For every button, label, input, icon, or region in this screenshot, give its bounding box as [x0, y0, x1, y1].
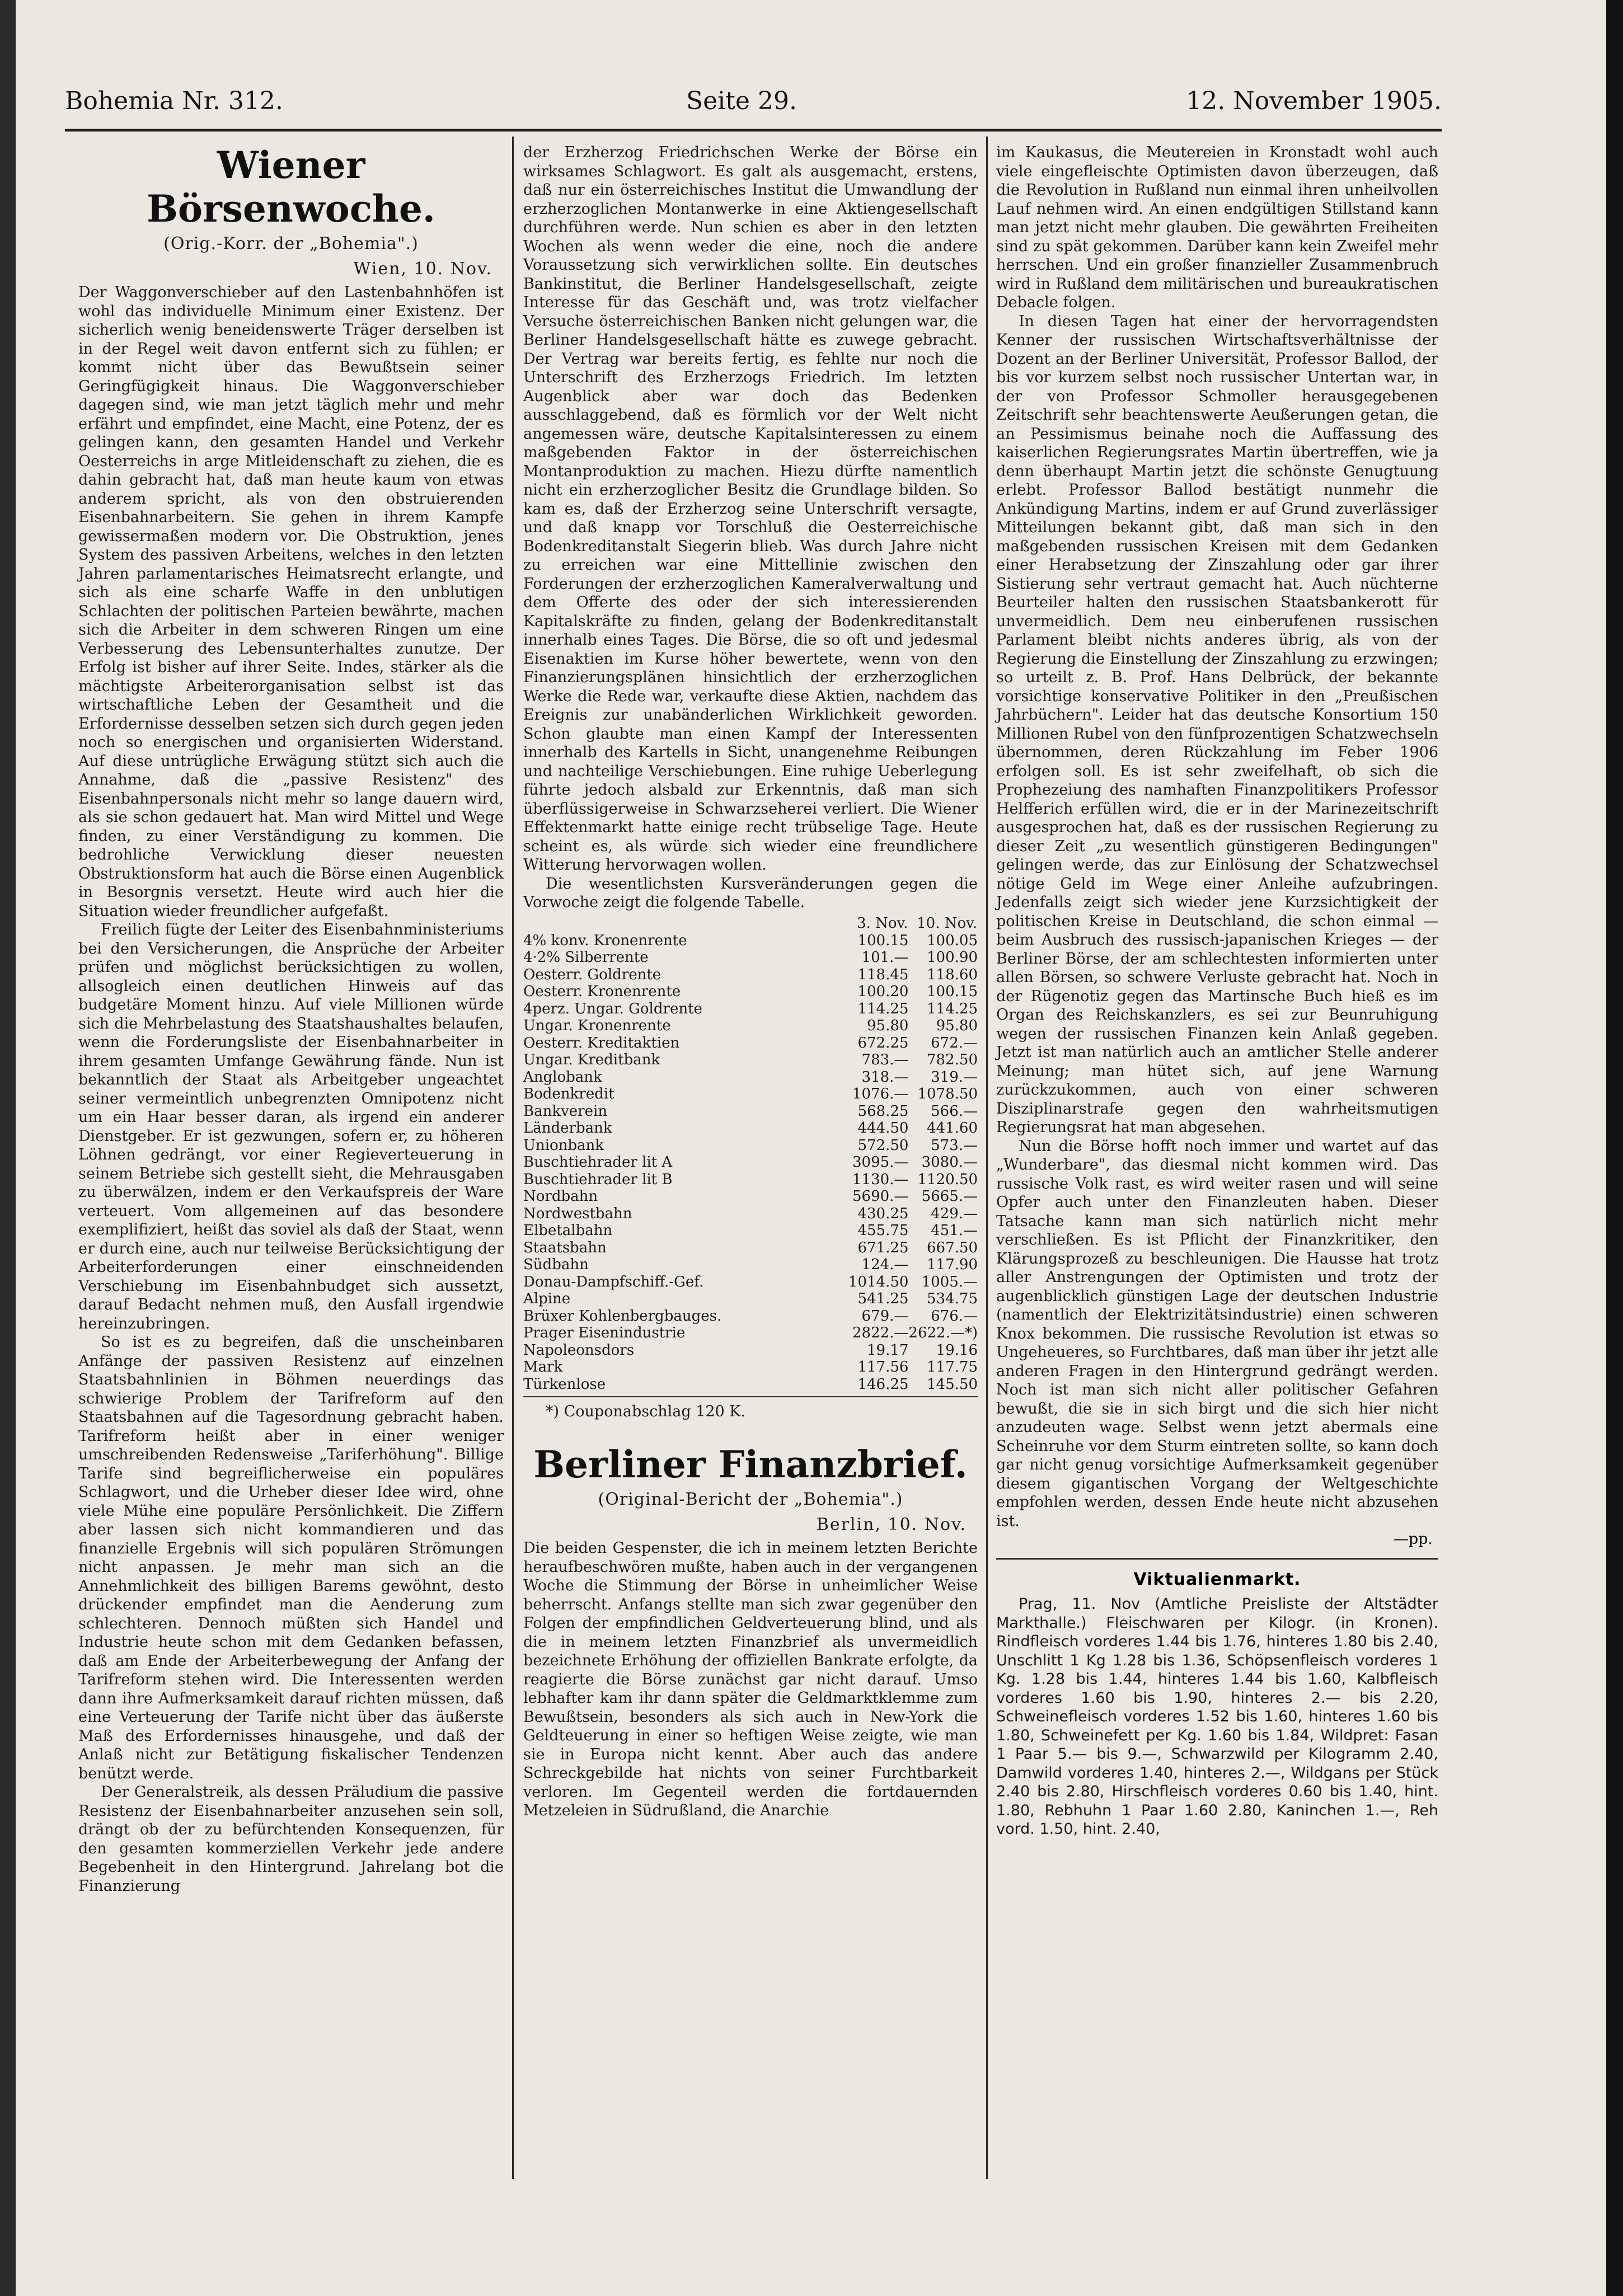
kurs-row [523, 1308, 978, 1325]
paragraph: Der Waggonverschieber auf den Lastenbahnhöfen ist wohl das individuelle Minimum einer Existenz. Der sicherlich wenig beneidenswerte Träger derselben ist in der Regel weit davon entfernt sich zu fühlen; er kommt nicht über das Bewußtsein seiner Geringfügigkeit hinaus. Die Waggonverschieber dagegen sind, wie man jetzt täglich mehr und mehr erfährt und empfindet, eine Macht, eine Potenz, der es gelingen kann, den gesamten Handel und Verkehr Oesterreichs in arge Mitleidenschaft zu ziehen, die es dahin gebracht hat, daß man heute kaum von etwas anderem spricht, als von den obstruierenden Eisenbahnarbeitern. Sie gehen in ihrem Kampfe gewissermaßen modern vor. Die Obstruktion, jenes System des passiven Arbeitens, welches in den letzten Jahren parlamentarisches Heimatsrecht erlangte, und sich als eine scharfe Waffe in den unblutigen Schlachten der politischen Parteien bewährte, machen sich die Arbeiter in dem schweren Ringen um eine Verbesserung des Lebensunterhaltes zunutze. Der Erfolg ist bisher auf ihrer Seite. Indes, stärker als die mächtigste Arbeiterorganisation selbst ist das wirtschaftliche Leben der Gesamtheit und die Erfordernisse desselben setzen sich durch gegen jeden noch so energischen und organisierten Widerstand. Auf diese untrügliche Erwägung stützt sich auch die Annahme, daß die „passive Resistenz" des Eisenbahnpersonals nicht mehr so lange dauern wird, als sie schon gedauert hat. Man wird Mittel und Wege finden, zu einer Verständigung zu kommen. Die bedrohliche Verwicklung dieser neuesten Obstruktionsform hat auch die Börse einen Augenblick in Besorgnis versetzt. Heute wird auch hier die Situation wieder freundlicher aufgefaßt. [78, 284, 504, 920]
kurs-row [523, 1120, 978, 1137]
kurs-value-3-nov: 1130.— [852, 1171, 909, 1188]
kurs-value-3-nov: 672.25 [857, 1034, 909, 1051]
kurs-value-10-nov: 100.15 [927, 983, 978, 1000]
viktualien-text: Prag, 11. Nov (Amtliche Preisliste der Altstädter Markthalle.) Fleischwaren per Kilogr. (in Kronen). Rindfleisch vorderes 1.44 bis 1.76, hinteres 1.80 bis 2.40, Unschlitt 1 Kg 1.28 bis 1.36, Schöpsenfleisch vorderes 1 Kg. 1.28 bis 1.44, hinteres 1.44 bis 1.60, Kalbfleisch vorderes 1.60 bis 1.90, hinteres 2.— bis 2.20, Schweinefleisch vorderes 1.52 bis 1.60, hinteres 1.60 bis 1.80, Schweinefett per Kg. 1.60 bis 1.84, Wildpret: Fasan 1 Paar 5.— bis 9.—, Schwarzwild per Kilogramm 2.40, Damwild vorderes 1.40, hinteres 2.—, Wildgans per Stück 2.40 bis 2.80, Hirschfleisch vorderes 0.60 bis 1.40, hint. 1.80, Rebhuhn 1 Paar 1.60 2.80, Kaninchen 1.—, Reh vord. 1.50, hint. 2.40, [996, 1595, 1438, 1838]
paragraph: Nun die Börse hofft noch immer und wartet auf das „Wunderbare", das diesmal nicht kommen wird. Das russische Volk rast, es wird weiter rasen und will seine Opfer auch unter den Finanzleuten haben. Dieser Tatsache kann man sich natürlich nicht mehr verschließen. Es ist Pflicht der Finanzkritiker, den Klärungsprozeß zu beschleunigen. Die Hausse hat trotz aller Anstrengungen der Optimisten und trotz der augenblicklich günstigen Lage der deutschen Industrie (namentlich der Elektrizitätsindustrie) einen schweren Knox bekommen. Die russische Revolution ist etwas so Ungeheueres, so Furchtbares, daß man über ihr jetzt alle anderen Fragen in den Hintergrund gedrängt werden. Noch ist man sich nicht aller politischer Gefahren bewußt, die sie in sich birgt und die sich hier nicht anzudeuten wage. Selbst wenn jetzt abermals eine Scheinruhe vor dem Sturm eintreten sollte, so kann doch gar nicht genug vorsichtige Aufmerksamkeit gegenüber diesem gigantischen Vorgang der Weltgeschichte empfohlen werden, dessen Ende heute nicht abzusehen ist. [996, 1137, 1438, 1530]
article-title-wiener: Wiener Börsenwoche. [147, 143, 435, 231]
kurs-row [523, 1154, 978, 1171]
kurs-row [523, 1035, 978, 1052]
paragraph: So ist es zu begreifen, daß die unscheinbaren Anfänge der passiven Resistenz auf einzelnen Staatsbahnlinien in Böhmen neuerdings das schwierige Problem der Tarifreform auf den Staatsbahnen auf die Tagesordnung gebracht haben. Tarifreform heißt aber in einer weniger umschreibenden Redensweise „Tariferhöhung". Billige Tarife sind begreiflicherweise ein populäres Schlagwort, und die Urheber dieser Idee wird, ohne viele Mühe eine populäre Persönlichkeit. Die Ziffern aber lassen sich nicht kommandieren und das finanzielle Ergebnis will sich populären Strömungen nicht anpassen. Je mehr man sich an die Annehmlichkeit des billigen Barems gewöhnt, desto drückender empfindet man die Aenderung zum schlechteren. Dennoch müßten sich Handel und Industrie heute schon mit dem Gedanken befassen, daß am Ende der Arbeiterbewegung der Anfang der Tarifreform stehen wird. Die Interessenten werden dann ihre Aufmerksamkeit darauf richten müssen, daß eine Verteuerung der Tarife nicht über das äußerste Maß des Erfordernisses hinausgehe, und daß der Anlaß nicht zur Betätigung fiskalischer Tendenzen benützt werde. [78, 1334, 504, 1782]
column-2 [523, 143, 978, 2270]
kurs-value-10-nov: 429.— [931, 1205, 978, 1222]
kurs-security-name: Unionbank [523, 1137, 604, 1154]
paragraph: Der Generalstreik, als dessen Präludium die passive Resistenz der Eisenbahnarbeiter anzusehen sein soll, drängt ob der zu befürchtenden Konsequenzen, für den gesamten kommerziellen Verkehr jede andere Begebenheit in den Hintergrund. Jahrelang bot die Finanzierung [78, 1783, 504, 1895]
signature: —pp. [1393, 1530, 1433, 1548]
kurs-security-name: Bodenkredit [523, 1086, 615, 1102]
kurs-value-10-nov: 100.90 [927, 949, 978, 966]
kurs-value-10-nov: 117.90 [927, 1256, 978, 1273]
kurs-value-3-nov: 114.25 [857, 1000, 909, 1017]
kurs-security-name: Ungar. Kreditbank [523, 1051, 660, 1068]
kurs-row [523, 1205, 978, 1223]
kurs-value-3-nov: 679.— [861, 1307, 909, 1325]
kurs-value-3-nov: 783.— [861, 1051, 909, 1068]
kurs-security-name: Nordbahn [523, 1188, 598, 1205]
kurs-security-name: 4perz. Ungar. Goldrente [523, 1000, 702, 1017]
kurs-row [523, 966, 978, 984]
kurs-value-10-nov: 1120.50 [917, 1171, 978, 1188]
kurs-value-10-nov: 566.— [931, 1102, 978, 1120]
kurs-value-3-nov: 100.15 [857, 932, 909, 949]
article-dateline-berliner: Berlin, 10. Nov. [816, 1515, 967, 1534]
header-rule [65, 129, 1442, 132]
kurs-table [523, 914, 978, 1393]
kurs-footnote: *) Couponabschlag 120 K. [546, 1403, 746, 1420]
kurs-value-3-nov: 444.50 [857, 1120, 909, 1137]
kurs-row [523, 1069, 978, 1086]
article-subtitle-wiener: (Orig.-Korr. der „Bohemia".) [163, 234, 419, 253]
kurs-row [523, 1188, 978, 1205]
kurs-value-3-nov: 572.50 [857, 1137, 909, 1154]
kurs-row [523, 1325, 978, 1342]
paragraph: In diesen Tagen hat einer der hervorragendsten Kenner der russischen Wirtschaftsverhältnisse der Dozent an der Berliner Universität, Professor Ballod, der bis vor kurzem selbst noch russischer Untertan war, in der von Professor Schmoller herausgegebenen Zeitschrift sehr beachtenswerte Aeußerungen getan, die an Pessimismus beinahe noch die Auffassung des kaiserlichen Regierungsrates Martin übertreffen, wie ja denn überhaupt Martin jetzt die schönste Genugtuung erlebt. Professor Ballod bestätigt nunmehr die Ankündigung Martins, indem er auf Grund zuverlässiger Mitteilungen bekannt gibt, daß man sich in den maßgebenden russischen Kreisen mit dem Gedanken einer Herabsetzung der Zinszahlung oder gar ihrer Sistierung sehr vertraut gemacht hat. Auch nüchterne Beurteiler halten den russischen Staatsbankerott für unvermeidlich. Dem neu einberufenen russischen Parlament bleibt nichts anderes übrig, als von der Regierung die Einstellung der Zinszahlung zu erzwingen; so urteilt z. B. Prof. Hans Delbrück, der bekannte vorsichtige konservative Politiker in den „Preußischen Jahrbüchern". Leider hat das deutsche Konsortium 150 Millionen Rubel von den fünfprozentigen Schatzwechseln übernommen, deren Rückzahlung im Feber 1906 erfolgen soll. Es ist sehr zweifelhaft, ob sich die Prophezeiung des namhaften Finanzpolitikers Professor Helfferich erfüllen wird, die er in der Marinezeitschrift ausgesprochen hat, daß es der russischen Regierung zu dieser Zeit „zu wesentlich günstigeren Bedingungen" gelingen werde, das zur Einlösung der Schatzwechsel nötige Geld im Wege einer Anleihe aufzubringen. Jedenfalls zeigt sich wieder jene Kurzsichtigkeit der politischen Kreise in Deutschland, die schon einmal — beim Ausbruch des russisch-japanischen Krieges — der Berliner Börse, der am schlechtesten informierten unter allen Börsen, so schwere Verluste gebracht hat. Noch in der Rügenotiz gegen das Martinsche Buch hieß es im Organ des Reichskanzlers, es sei zur Beunruhigung wegen der russischen Finanzen kein Anlaß gegeben. Jetzt ist man natürlich auch an amtlicher Stelle anderer Meinung; man hütet sich, auf jene Warnung zurückzukommen, auch von einer schweren Disziplinarstrafe gegen den wahrheitsmutigen Regierungsrat hat man abgesehen. [996, 312, 1438, 1136]
kurs-value-10-nov: 145.50 [927, 1375, 978, 1393]
kurs-value-3-nov: 146.25 [857, 1375, 909, 1393]
kurs-security-name: Oesterr. Kronenrente [523, 983, 681, 1000]
kurs-security-name: Bankverein [523, 1102, 608, 1120]
kurs-security-name: Prager Eisenindustrie [523, 1325, 686, 1341]
kurs-row [523, 1290, 978, 1308]
kurs-value-3-nov: 541.25 [857, 1290, 909, 1307]
kurs-value-10-nov: 319.— [931, 1068, 978, 1086]
kurs-value-3-nov: 455.75 [857, 1222, 909, 1239]
kurs-security-name: Oesterr. Kreditaktien [523, 1034, 680, 1051]
kurs-value-10-nov: 2622.—*) [908, 1325, 978, 1341]
kurs-value-10-nov: 19.16 [936, 1341, 978, 1359]
kurs-security-name: Türkenlose [523, 1375, 606, 1393]
kurs-value-10-nov: 672.— [931, 1034, 978, 1051]
kurs-value-3-nov: 3095.— [852, 1154, 909, 1171]
kurs-row [523, 1171, 978, 1189]
kurs-security-name: Brüxer Kohlenbergbauges. [523, 1307, 722, 1325]
kurs-value-10-nov: 1078.50 [917, 1086, 978, 1102]
article-title-berliner: Berliner Finanzbrief. [533, 1443, 968, 1486]
kurs-value-3-nov: 95.80 [866, 1017, 909, 1034]
viktualien-title: Viktualienmarkt. [1133, 1570, 1301, 1589]
viktualien-body [996, 1595, 1438, 1839]
kurs-row [523, 1086, 978, 1103]
kurs-security-name: Napoleonsdors [523, 1341, 635, 1359]
kurs-value-10-nov: 573.— [931, 1137, 978, 1154]
paragraph: Die beiden Gespenster, die ich in meinem letzten Berichte heraufbeschwören mußte, haben auch in der vergangenen Woche die Stimmung der Börse in unheimlicher Weise beherrscht. Anfangs stellte man sich zwar gegenüber den Folgen der empfindlichen Geldverteuerung blind, und als die in meinem letzten Finanzbrief als unvermeidlich bezeichnete Erhöhung der offiziellen Bankrate erfolgte, da reagierte die Börse zunächst gar nicht darauf. Umso lebhafter kam ihr dann später die Geldmarktklemme zum Bewußtsein, besonders als sich auch in New-York die Geldteuerung in einer so heftigen Weise zeigte, wie man sie in Europa nicht kennt. Aber auch das andere Schreckgebilde hat nichts von seiner Furchtbarkeit verloren. Im Gegenteil werden die fortdauernden Metzeleien in Südrußland, die Anarchie [523, 1539, 978, 1819]
kurs-value-10-nov: 5665.— [921, 1188, 978, 1205]
kurs-value-10-nov: 114.25 [927, 1000, 978, 1017]
header-issue: Bohemia Nr. 312. [65, 87, 283, 115]
scan-edge [0, 0, 16, 2296]
kurs-row [523, 1342, 978, 1359]
column-1 [78, 143, 504, 2270]
kurs-row [523, 1376, 978, 1393]
kurs-value-3-nov: 1014.50 [848, 1273, 909, 1290]
kurs-value-3-nov: 101.— [861, 949, 909, 966]
kurs-value-3-nov: 118.45 [857, 966, 909, 983]
kurs-security-name: Ungar. Kronenrente [523, 1017, 671, 1034]
kurs-row [523, 1103, 978, 1120]
kurs-value-3-nov: 100.20 [857, 983, 909, 1000]
column-divider-1 [512, 137, 514, 2179]
paragraph: Die wesentlichsten Kursveränderungen gegen die Vorwoche zeigt die folgende Tabelle. [523, 875, 978, 911]
page-header [65, 87, 1442, 126]
kurs-value-10-nov: 676.— [931, 1307, 978, 1325]
kurs-row [523, 983, 978, 1001]
kurs-col-3-nov: 3. Nov. [857, 914, 908, 932]
kurs-security-name: 4% konv. Kronenrente [523, 932, 687, 949]
kurs-value-10-nov: 118.60 [927, 966, 978, 983]
kurs-row [523, 1359, 978, 1376]
kurs-table-header [523, 914, 978, 932]
kurs-value-3-nov: 19.17 [866, 1341, 909, 1359]
table-rule [523, 1396, 978, 1397]
kurs-value-10-nov: 117.75 [927, 1359, 978, 1375]
kurs-row [523, 1239, 978, 1257]
kurs-value-3-nov: 1076.— [852, 1086, 909, 1102]
kurs-col-10-nov: 10. Nov. [917, 914, 977, 932]
kurs-value-3-nov: 318.— [861, 1068, 909, 1086]
kurs-value-3-nov: 671.25 [857, 1239, 909, 1256]
kurs-value-10-nov: 441.60 [927, 1120, 978, 1137]
kurs-value-10-nov: 451.— [931, 1222, 978, 1239]
paragraph: der Erzherzog Friedrichschen Werke der Börse ein wirksames Schlagwort. Es galt als ausgemacht, erstens, daß nur ein österreichisches Institut die Umwandlung der erzherzoglichen Montanwerke in eine Aktiengesellschaft durchführen werde. Nun schien es aber in den letzten Wochen als wenn weder die eine, noch die andere Voraussetzung sich verwirklichen sollte. Ein deutsches Bankinstitut, die Berliner Handelsgesellschaft, zeigte Interesse für das Geschäft und, was trotz vielfacher Versuche österreichischen Banken nicht gelungen war, die Berliner Handelsgesellschaft hätte es zuwege gebracht. Der Vertrag war bereits fertig, es fehlte nur noch die Unterschrift des Erzherzogs Friedrich. Im letzten Augenblick aber war doch das Bedenken ausschlaggebend, daß es förmlich vor der Welt nicht angemessen wäre, deutsche Kapitalsinteressen zu einem maßgebenden Faktor in der österreichischen Montanproduktion zu machen. Hiezu dürfte namentlich nicht ein erzherzoglicher Besitz die Grundlage bilden. So kam es, daß der Erzherzog seine Unterschrift versagte, und daß knapp vor Torschluß die Oesterreichische Bodenkreditanstalt Siegerin blieb. Was durch Jahre nicht zu erreichen war eine Mittellinie zwischen den Forderungen der erzherzoglichen Kameralverwaltung und dem Offerte des oder der sich interessierenden Kapitalskräfte zu finden, gelang der Bodenkreditanstalt innerhalb eines Tages. Die Börse, die so oft und jedesmal Eisenaktien im Kurse höher bewertete, wenn von den Finanzierungsplänen hinsichtlich der erzherzoglichen Werke die Rede war, verkaufte diese Aktien, nachdem das Ereignis zur unabänderlichen Wirklichkeit geworden. Schon glaubte man einen Kampf der Interessenten innerhalb des Kartells in Sicht, unangenehme Reibungen und nachteilige Verschiebungen. Eine ruhige Ueberlegung führte jedoch alsbald zur Erkenntnis, daß man sich überflüssigerweise in Schwarzseherei verliert. Die Wiener Effektenmarkt hatte einige recht trübselige Tage. Heute scheint es, als würde sich wieder eine freundlichere Witterung hervorwagen wollen. [523, 144, 978, 874]
kurs-security-name: Anglobank [523, 1068, 602, 1086]
kurs-row [523, 949, 978, 966]
kurs-row [523, 1001, 978, 1018]
kurs-security-name: Oesterr. Goldrente [523, 966, 662, 983]
kurs-value-3-nov: 5690.— [852, 1188, 909, 1205]
kurs-value-10-nov: 95.80 [936, 1017, 978, 1034]
kurs-value-10-nov: 1005.— [921, 1273, 978, 1290]
kurs-value-3-nov: 117.56 [857, 1359, 909, 1375]
section-rule [996, 1558, 1438, 1560]
kurs-security-name: Elbetalbahn [523, 1222, 613, 1239]
kurs-value-10-nov: 3080.— [921, 1154, 978, 1171]
kurs-row [523, 1256, 978, 1274]
column-divider-2 [986, 137, 988, 2179]
kurs-value-10-nov: 782.50 [927, 1051, 978, 1068]
kurs-row [523, 1274, 978, 1291]
paragraph: im Kaukasus, die Meutereien in Kronstadt wohl auch viele eingefleischte Optimisten davon überzeugen, daß die Revolution in Rußland nun einmal ihren unheilvollen Lauf nehmen wird. An einen endgültigen Stillstand kann man jetzt nicht mehr glauben. Die gewährten Freiheiten sind zu spät gekommen. Darüber kann kein Zweifel mehr herrschen. Und ein großer finanzieller Zusammenbruch wird in Rußland dem militärischen und bureaukratischen Debacle folgen. [996, 144, 1438, 311]
article-dateline-wiener: Wien, 10. Nov. [353, 259, 492, 279]
kurs-security-name: Alpine [523, 1290, 571, 1307]
kurs-row [523, 932, 978, 950]
column-3 [996, 143, 1438, 2270]
kurs-row [523, 1137, 978, 1154]
kurs-value-10-nov: 667.50 [927, 1239, 978, 1256]
kurs-security-name: Nordwestbahn [523, 1205, 632, 1222]
kurs-value-10-nov: 100.05 [927, 932, 978, 949]
kurs-row [523, 1222, 978, 1239]
kurs-security-name: Staatsbahn [523, 1239, 607, 1256]
kurs-value-3-nov: 430.25 [857, 1205, 909, 1222]
kurs-value-3-nov: 2822.— [852, 1325, 909, 1341]
kurs-row [523, 1051, 978, 1069]
kurs-value-3-nov: 124.— [861, 1256, 909, 1273]
header-page-number: Seite 29. [686, 87, 797, 115]
paragraph: Freilich fügte der Leiter des Eisenbahnministeriums bei den Versicherungen, die Ansprüche der Arbeiter prüfen und möglichst berücksichtigen zu wollen, allsogleich einen deutlichen Hinweis auf das budgetäre Moment hinzu. Auf viele Millionen würde sich die Mehrbelastung des Staatshaushaltes belaufen, wenn die Forderungsliste der Eisenbahnarbeiter in ihrem gesamten Umfange Gewährung fände. Nun ist bekanntlich der Staat als Arbeitgeber ungeachtet seiner vermeintlich unbegrenzten Omnipotenz nicht um ein Haar besser daran, als irgend ein anderer Dienstgeber. Er ist gezwungen, sofern er, zu höheren Löhnen gedrängt, vor einer Regieverteuerung in seinem Betriebe sich gestellt sieht, die Mehrausgaben zu überwälzen, indem er den Verkaufspreis der Ware verteuert. Vom allgemeinen auf das besondere exemplifiziert, heißt das soviel als daß der Staat, wenn er durch eine, auch nur teilweise Berücksichtigung der Arbeiterforderungen einer einschneidenden Verschiebung im Eisenbahnbudget sich aussetzt, darauf Bedacht nehmen muß, den Ausfall irgendwie hereinzubringen. [78, 921, 504, 1332]
kurs-security-name: 4·2% Silberrente [523, 949, 649, 966]
kurs-security-name: Südbahn [523, 1256, 589, 1273]
kurs-security-name: Buschtiehrader lit B [523, 1171, 673, 1188]
kurs-value-10-nov: 534.75 [927, 1290, 978, 1307]
article-subtitle-berliner: (Original-Bericht der „Bohemia".) [598, 1490, 903, 1509]
kurs-security-name: Donau-Dampfschiff.-Gef. [523, 1273, 704, 1290]
kurs-row [523, 1017, 978, 1035]
kurs-security-name: Buschtiehrader lit A [523, 1154, 673, 1171]
kurs-security-name: Länderbank [523, 1120, 612, 1137]
header-date: 12. November 1905. [1186, 87, 1442, 115]
kurs-value-3-nov: 568.25 [857, 1102, 909, 1120]
kurs-security-name: Mark [523, 1359, 563, 1375]
